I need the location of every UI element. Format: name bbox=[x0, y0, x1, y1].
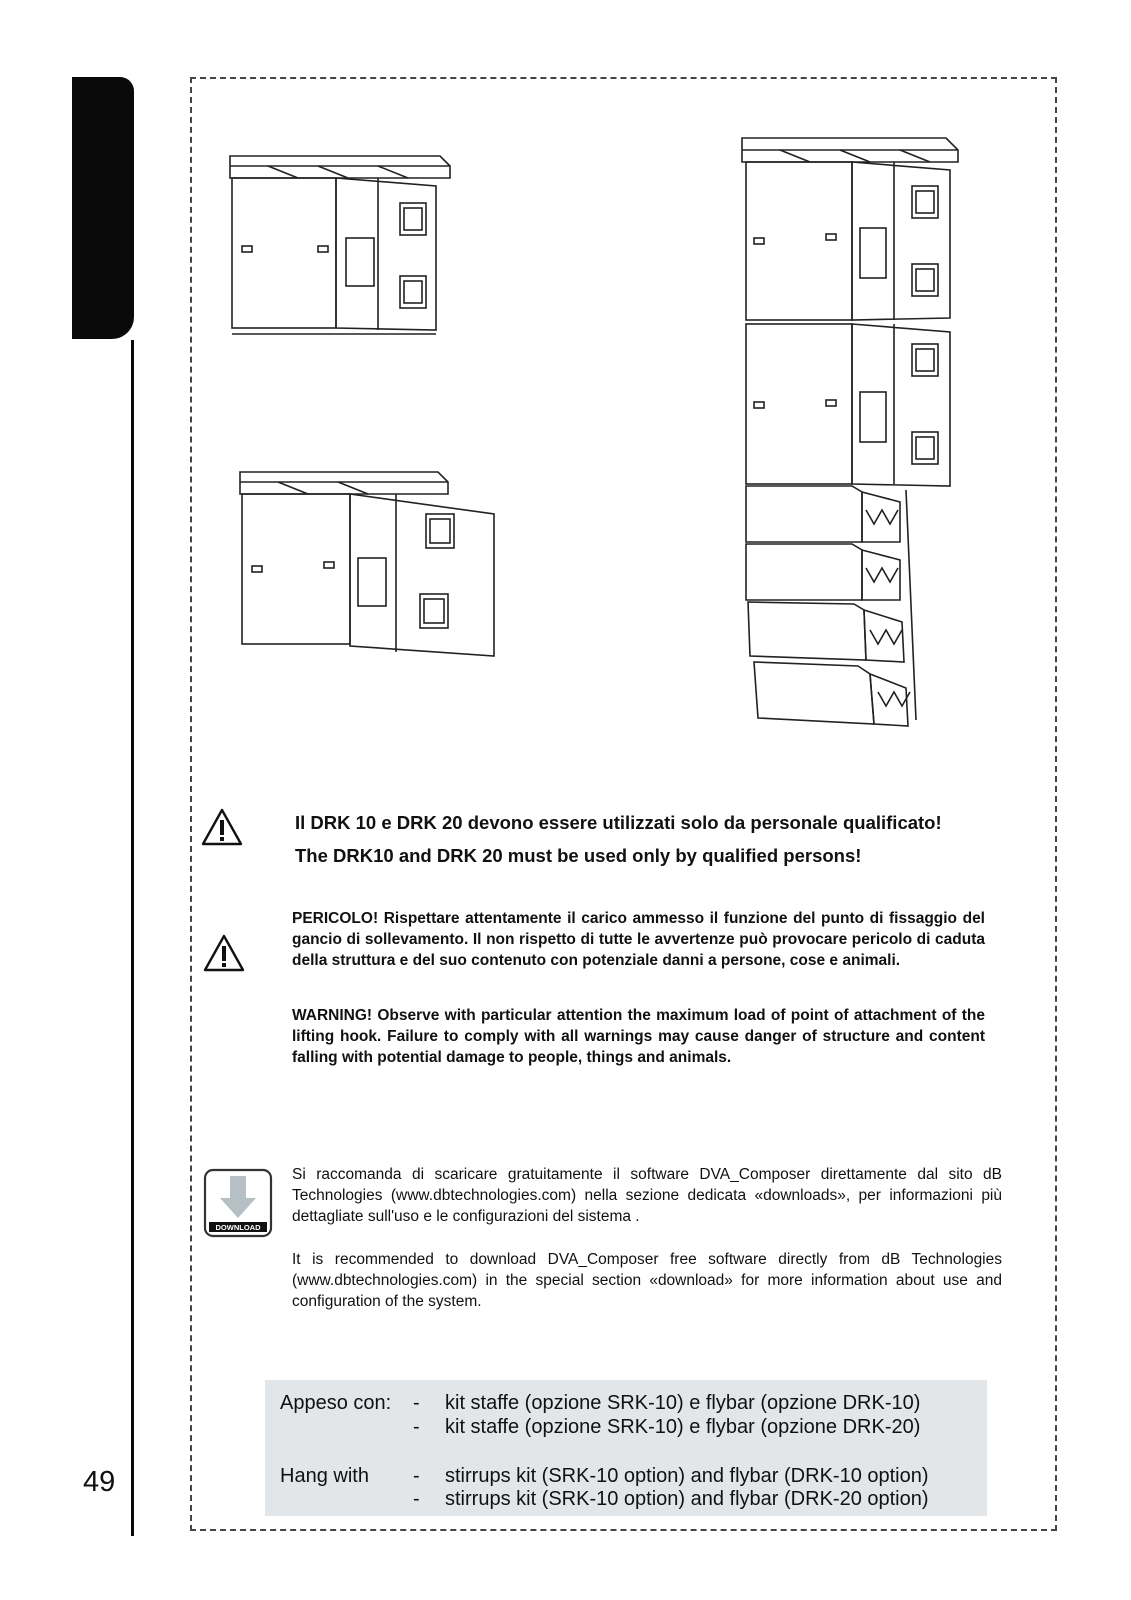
download-paragraph-english: It is recommended to download DVA_Composer free software directly from dB Technologies (www.dbtechnologies.com) in the special section «download» for more information about use and configuration of the system. bbox=[292, 1251, 1002, 1310]
danger-text-italian: Rispettare attentamente il carico ammesso il funzione del punto di fissaggio del gancio di sollevamento. Il non rispetto di tutte le avvertenze può provocare pericolo di caduta della struttura e del suo contenuto con potenziale danni a persone, cose e animali. bbox=[292, 910, 985, 969]
speaker-with-flybar-angled-illustration bbox=[238, 466, 502, 662]
hang-item-italian: kit staffe (opzione SRK-10) e flybar (opzione DRK-10) bbox=[445, 1392, 921, 1414]
warning-heading-english: The DRK10 and DRK 20 must be used only by qualified persons! bbox=[295, 845, 862, 866]
download-icon-label: DOWNLOAD bbox=[215, 1223, 261, 1232]
hang-label-english: Hang with bbox=[280, 1465, 369, 1487]
line-array-stack-illustration bbox=[740, 130, 962, 750]
list-bullet: - bbox=[413, 1465, 420, 1487]
hanging-options-box bbox=[265, 1380, 987, 1516]
danger-text-english: Observe with particular attention the maximum load of point of attachment of the lifting hook. Failure to comply with all warnings may cause danger of structure and content falling with potential damage to people, things and animals. bbox=[292, 1007, 985, 1066]
danger-lead-italian: PERICOLO! bbox=[292, 910, 379, 927]
list-bullet: - bbox=[413, 1416, 420, 1438]
hang-item-italian: kit staffe (opzione SRK-10) e flybar (opzione DRK-20) bbox=[445, 1416, 921, 1438]
hang-label-italian: Appeso con: bbox=[280, 1392, 392, 1414]
speaker-with-flybar-illustration bbox=[228, 148, 456, 348]
list-bullet: - bbox=[413, 1392, 420, 1414]
page-spine-line bbox=[131, 340, 134, 1536]
danger-lead-english: WARNING! bbox=[292, 1007, 373, 1024]
hang-item-english: stirrups kit (SRK-10 option) and flybar (DRK-10 option) bbox=[445, 1465, 929, 1487]
danger-paragraph-italian bbox=[292, 908, 985, 971]
list-bullet: - bbox=[413, 1488, 420, 1510]
hang-item-english: stirrups kit (SRK-10 option) and flybar (DRK-20 option) bbox=[445, 1488, 929, 1510]
warning-heading-italian: Il DRK 10 e DRK 20 devono essere utilizzati solo da personale qualificato! bbox=[295, 812, 942, 833]
warning-triangle-icon bbox=[203, 934, 245, 972]
chapter-tab bbox=[72, 77, 134, 339]
download-paragraph-italian: Si raccomanda di scaricare gratuitamente il software DVA_Composer direttamente dal sito dB Technologies (www.dbtechnologies.com) nella sezione dedicata «downloads», per informazioni più dettagliate sull'uso e le configurazioni del sistema . bbox=[292, 1166, 1002, 1225]
warning-triangle-icon bbox=[201, 808, 243, 846]
download-arrow-icon bbox=[203, 1168, 273, 1238]
danger-paragraph-english bbox=[292, 1005, 985, 1068]
page-number: 49 bbox=[83, 1466, 116, 1498]
